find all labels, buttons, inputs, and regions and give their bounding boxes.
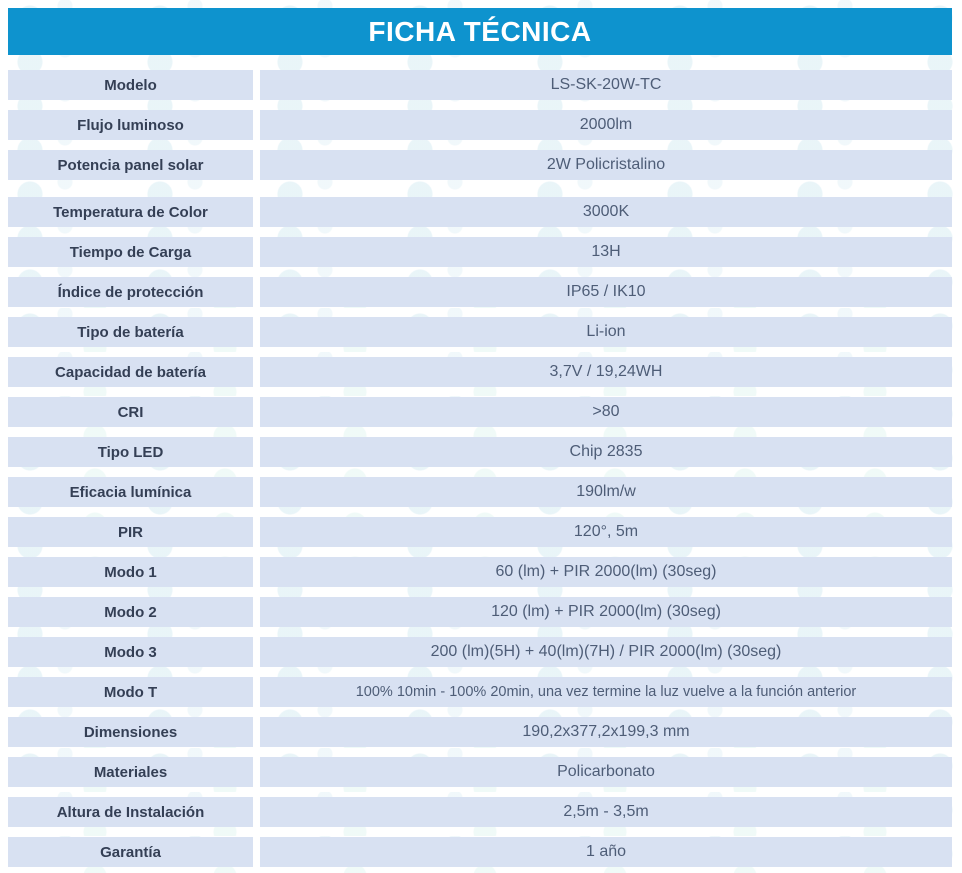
table-row — [8, 797, 952, 827]
row-value: 60 (lm) + PIR 2000(lm) (30seg) — [260, 557, 952, 587]
page-title — [8, 8, 952, 55]
table-row — [8, 357, 952, 387]
table-row — [8, 637, 952, 667]
row-label: Modo T — [8, 677, 253, 707]
row-label: Capacidad de batería — [8, 357, 253, 387]
table-row — [8, 717, 952, 747]
table-row — [8, 677, 952, 707]
table-row — [8, 757, 952, 787]
row-value: 2,5m - 3,5m — [260, 797, 952, 827]
table-row — [8, 477, 952, 507]
row-label: Garantía — [8, 837, 253, 867]
row-label: Temperatura de Color — [8, 197, 253, 227]
table-row — [8, 277, 952, 307]
row-value: 2000lm — [260, 110, 952, 140]
row-label: PIR — [8, 517, 253, 547]
row-value: 13H — [260, 237, 952, 267]
row-label: Potencia panel solar — [8, 150, 253, 180]
row-label: Flujo luminoso — [8, 110, 253, 140]
row-value: 120°, 5m — [260, 517, 952, 547]
row-value: 190,2x377,2x199,3 mm — [260, 717, 952, 747]
row-label: Materiales — [8, 757, 253, 787]
row-label: Índice de protección — [8, 277, 253, 307]
table-row — [8, 597, 952, 627]
row-label: Tipo de batería — [8, 317, 253, 347]
table-row — [8, 437, 952, 467]
row-value: 120 (lm) + PIR 2000(lm) (30seg) — [260, 597, 952, 627]
row-value: 190lm/w — [260, 477, 952, 507]
table-row — [8, 317, 952, 347]
table-row — [8, 110, 952, 140]
row-label: Modo 2 — [8, 597, 253, 627]
row-value: Li-ion — [260, 317, 952, 347]
row-value: IP65 / IK10 — [260, 277, 952, 307]
table-row — [8, 517, 952, 547]
table-row — [8, 70, 952, 100]
table-row — [8, 150, 952, 180]
table-row — [8, 397, 952, 427]
table-row — [8, 557, 952, 587]
row-label: Modelo — [8, 70, 253, 100]
row-label: Eficacia lumínica — [8, 477, 253, 507]
table-row — [8, 197, 952, 227]
row-value: 2W Policristalino — [260, 150, 952, 180]
row-label: Tipo LED — [8, 437, 253, 467]
row-value: Chip 2835 — [260, 437, 952, 467]
table-row — [8, 837, 952, 867]
row-value: >80 — [260, 397, 952, 427]
spec-table — [8, 70, 952, 867]
row-value: 200 (lm)(5H) + 40(lm)(7H) / PIR 2000(lm) (30seg) — [260, 637, 952, 667]
row-label: Modo 1 — [8, 557, 253, 587]
row-label: Modo 3 — [8, 637, 253, 667]
row-value: 3,7V / 19,24WH — [260, 357, 952, 387]
page-title-text: FICHA TÉCNICA — [368, 15, 592, 47]
row-value: 1 año — [260, 837, 952, 867]
row-label: Altura de Instalación — [8, 797, 253, 827]
row-value: 100% 10min - 100% 20min, una vez termine la luz vuelve a la función anterior — [260, 677, 952, 707]
row-value: Policarbonato — [260, 757, 952, 787]
row-label: CRI — [8, 397, 253, 427]
row-label: Dimensiones — [8, 717, 253, 747]
row-label: Tiempo de Carga — [8, 237, 253, 267]
row-value: 3000K — [260, 197, 952, 227]
row-value: LS-SK-20W-TC — [260, 70, 952, 100]
table-row — [8, 237, 952, 267]
